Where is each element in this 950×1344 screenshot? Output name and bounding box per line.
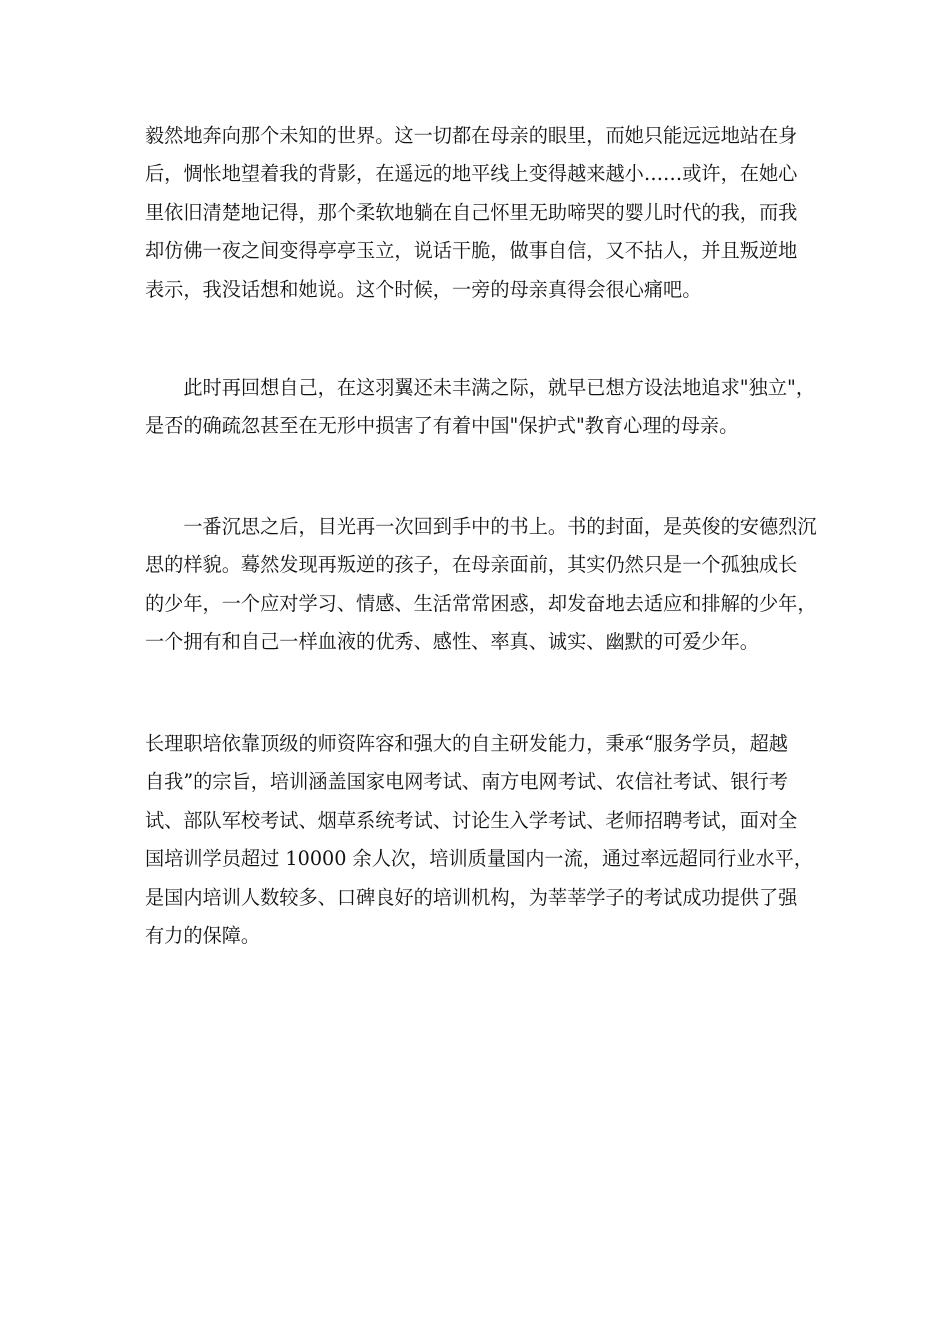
paragraph-line: 有力的保障。 (145, 923, 261, 947)
paragraph-line: 的少年，一个应对学习、情感、生活常常困惑，却发奋地去适应和排解的少年， (145, 591, 817, 615)
paragraph-line: 毅然地奔向那个未知的世界。这一切都在母亲的眼里，而她只能远远地站在身 (145, 124, 798, 147)
paragraph-4 (145, 725, 813, 955)
paragraph-line: 国培训学员超过 10000 余人次，培训质量国内一流，通过率远超同行业水平， (145, 847, 814, 871)
paragraph-line: 自我”的宗旨，培训涵盖国家电网考试、南方电网考试、农信社考试、银行考 (145, 770, 788, 794)
paragraph-3 (145, 508, 817, 662)
paragraph-line: 一番沉思之后，目光再一次回到手中的书上。书的封面，是英俊的安德烈沉 (145, 515, 817, 538)
paragraph-line: 是否的确疏忽甚至在无形中损害了有着中国"保护式"教育心理的母亲。 (145, 414, 739, 438)
paragraph-line: 一个拥有和自己一样血液的优秀、感性、率真、诚实、幽默的可爱少年。 (145, 630, 759, 654)
paragraph-line: 试、部队军校考试、烟草系统考试、讨论生入学考试、老师招聘考试，面对全 (145, 808, 798, 832)
paragraph-line: 长理职培依靠顶级的师资阵容和强大的自主研发能力，秉承“服务学员，超越 (145, 732, 788, 755)
paragraph-line: 是国内培训人数较多、口碑良好的培训机构，为莘莘学子的考试成功提供了强 (145, 885, 798, 909)
paragraph-2 (145, 369, 815, 446)
paragraph-line: 此时再回想自己，在这羽翼还未丰满之际，就早已想方设法地追求"独立"， (145, 376, 816, 399)
paragraph-line: 表示，我没话想和她说。这个时候，一旁的母亲真得会很心痛吧。 (145, 277, 702, 301)
paragraph-line: 里依旧清楚地记得，那个柔软地躺在自己怀里无助啼哭的婴儿时代的我，而我 (145, 200, 798, 224)
paragraph-line: 却仿佛一夜之间变得亭亭玉立，说话干脆，做事自信，又不拈人，并且叛逆地 (145, 239, 798, 263)
paragraph-line: 思的样貌。蓦然发现再叛逆的孩子，在母亲面前，其实仍然只是一个孤独成长 (145, 553, 798, 577)
paragraph-line: 后，惆怅地望着我的背影，在遥远的地平线上变得越来越小……或许，在她心 (145, 162, 798, 186)
paragraph-1 (145, 117, 797, 309)
